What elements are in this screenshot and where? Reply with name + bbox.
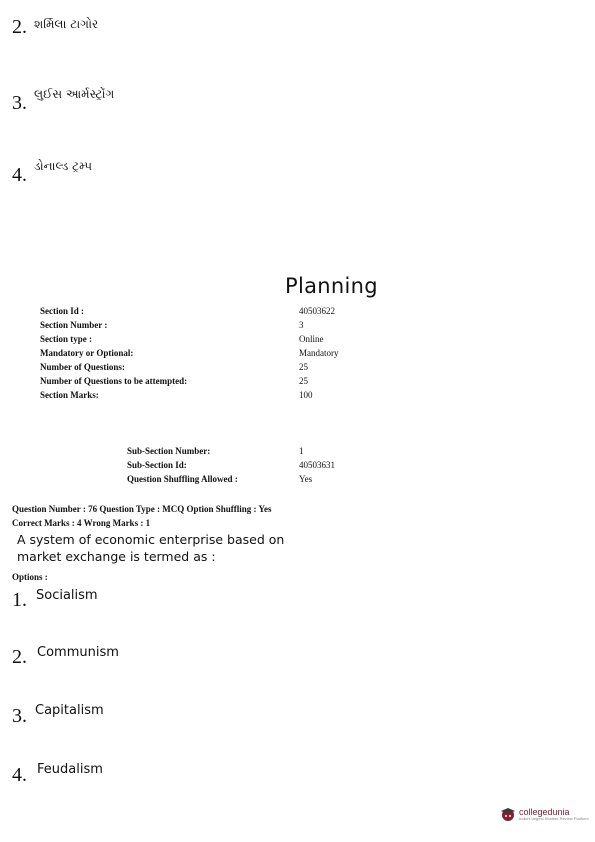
subsection-id-label: Sub-Section Id: [127,460,187,470]
question-meta-line2: Correct Marks : 4 Wrong Marks : 1 [12,518,151,528]
option-text: Communism [37,645,119,660]
prev-option-number: 3. [12,92,27,114]
subsection-number-value: 1 [299,446,304,456]
shuffling-value: Yes [299,474,313,484]
section-number-value: 3 [299,320,304,330]
section-marks-label: Section Marks: [40,390,99,400]
option-number: 3. [12,705,27,727]
option-number: 4. [12,764,27,786]
option-number: 1. [12,589,27,611]
option-text: Socialism [36,588,98,603]
subsection-id-value: 40503631 [299,460,335,470]
options-label: Options : [12,572,48,582]
question-text-line2: market exchange is termed as : [17,549,216,564]
section-id-value: 40503622 [299,306,335,316]
question-meta-line1: Question Number : 76 Question Type : MCQ Option Shuffling : Yes [12,504,272,514]
num-questions-value: 25 [299,362,308,372]
section-id-label: Section Id : [40,306,85,316]
option-number: 2. [12,646,27,668]
prev-option-number: 2. [12,16,27,38]
subsection-number-label: Sub-Section Number: [127,446,211,456]
section-type-value: Online [299,334,324,344]
section-number-label: Section Number : [40,320,108,330]
prev-option-number: 4. [12,164,27,186]
shuffling-label: Question Shuffling Allowed : [127,474,238,484]
prev-option-text: લુઈસ આર્મસ્ટ્રોંગ [34,87,115,101]
mandatory-label: Mandatory or Optional: [40,348,134,358]
section-marks-value: 100 [299,390,313,400]
section-type-label: Section type : [40,334,92,344]
mandatory-value: Mandatory [299,348,339,358]
prev-option-text: શર્મિલા ટાગોર [34,17,99,31]
num-attempted-label: Number of Questions to be attempted: [40,376,188,386]
section-title: Planning [285,274,378,298]
graduation-cap-icon [500,806,516,822]
option-text: Capitalism [35,703,104,718]
collegedunia-logo [500,806,589,822]
prev-option-text: ડોનાલ્ડ ટ્રમ્પ [34,159,93,173]
question-text-line1: A system of economic enterprise based on [17,532,285,547]
logo-tagline: India's largest Student Review Platform [519,815,589,821]
logo-name: collegedunia [519,806,570,817]
option-text: Feudalism [37,762,103,777]
num-questions-label: Number of Questions: [40,362,125,372]
num-attempted-value: 25 [299,376,308,386]
